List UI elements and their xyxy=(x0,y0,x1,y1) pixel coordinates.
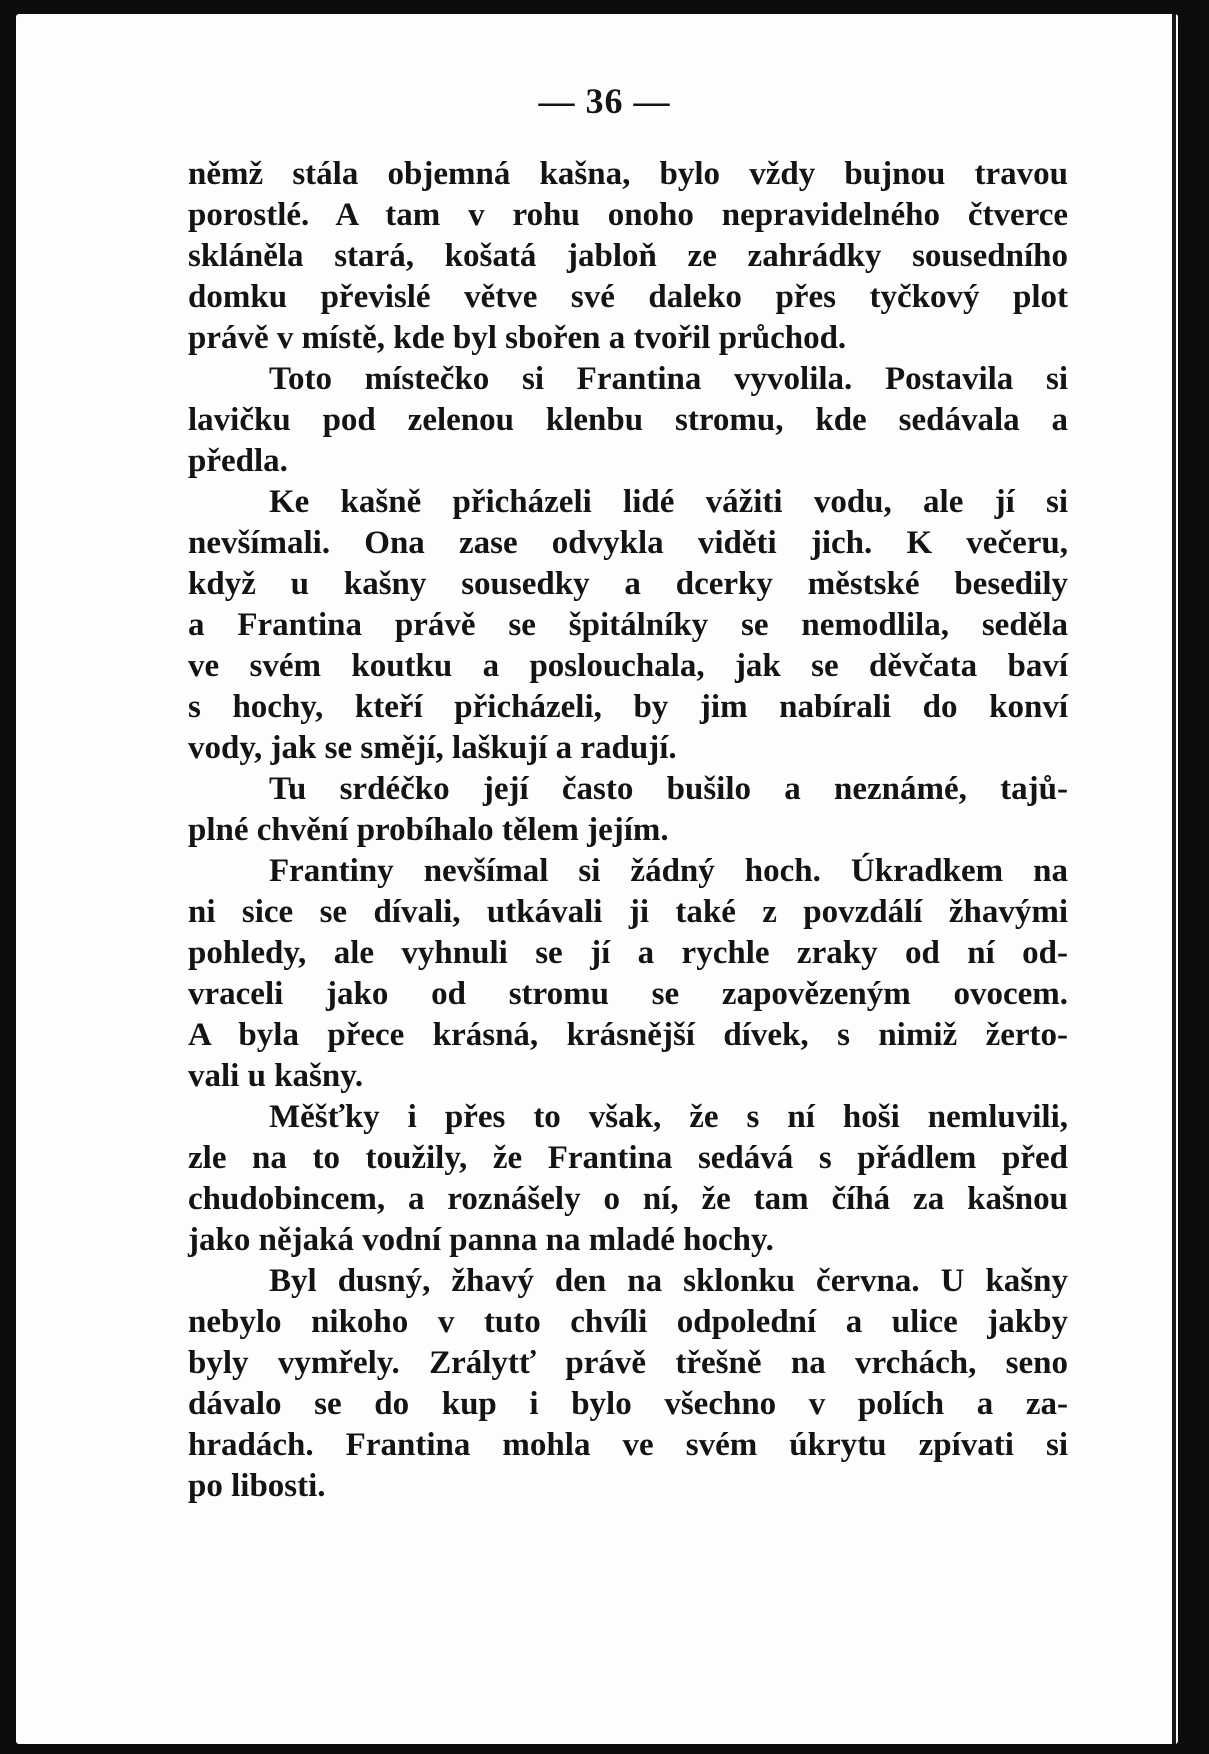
text-line: plné chvění probíhalo tělem jejím. xyxy=(188,812,669,848)
text-line: nevšímali. Ona zase odvykla viděti jich. K večeru, xyxy=(188,525,1068,561)
text-line: němž stála objemná kašna, bylo vždy bujnou travou xyxy=(188,156,1068,192)
page-edge-shadow xyxy=(1172,14,1176,1744)
text-line: předla. xyxy=(188,443,288,479)
text-line: vali u kašny. xyxy=(188,1058,364,1094)
text-line: lavičku pod zelenou klenbu stromu, kde sedávala a xyxy=(188,402,1068,438)
text-line: dávalo se do kup i bylo všechno v polích a za- xyxy=(188,1386,1068,1422)
body-text xyxy=(188,154,1068,1507)
text-line: vraceli jako od stromu se zapovězeným ovocem. xyxy=(188,976,1068,1012)
text-line: domku převislé větve své daleko přes tyčkový plot xyxy=(188,279,1068,315)
text-line: chudobincem, a roznášely o ní, že tam číhá za kašnou xyxy=(188,1181,1068,1217)
text-line: porostlé. A tam v rohu onoho nepravidelného čtverce xyxy=(188,197,1068,233)
text-line: jako nějaká vodní panna na mladé hochy. xyxy=(188,1222,774,1258)
text-line: nebylo nikoho v tuto chvíli odpolední a ulice jakby xyxy=(188,1304,1068,1340)
text-line: když u kašny sousedky a dcerky městské besedily xyxy=(188,566,1068,602)
text-line: Frantiny nevšímal si žádný hoch. Úkradkem na xyxy=(269,853,1068,889)
text-line: byly vymřely. Zrálytť právě třešně na vrchách, seno xyxy=(188,1345,1068,1381)
text-line: zle na to toužily, že Frantina sedává s přádlem před xyxy=(188,1140,1068,1176)
text-line: Toto místečko si Frantina vyvolila. Postavila si xyxy=(269,361,1068,397)
text-line: s hochy, kteří přicházeli, by jim nabírali do konví xyxy=(188,689,1068,725)
text-line: Tu srdéčko její často bušilo a neznámé, tajů- xyxy=(269,771,1068,807)
text-line: ve svém koutku a poslouchala, jak se děvčata baví xyxy=(188,648,1068,684)
text-line: ni sice se dívali, utkávali ji také z povzdálí žhavými xyxy=(188,894,1068,930)
text-line: Měšťky i přes to však, že s ní hoši nemluvili, xyxy=(269,1099,1068,1135)
text-line: právě v místě, kde byl sbořen a tvořil průchod. xyxy=(188,320,847,356)
text-line: pohledy, ale vyhnuli se jí a rychle zraky od ní od- xyxy=(188,935,1068,971)
text-line: a Frantina právě se špitálníky se nemodlila, seděla xyxy=(188,607,1068,643)
text-line: Ke kašně přicházeli lidé vážiti vodu, ale jí si xyxy=(269,484,1068,520)
text-line: A byla přece krásná, krásnější dívek, s nimiž žerto- xyxy=(188,1017,1068,1053)
text-line: skláněla stará, košatá jabloň ze zahrádky sousedního xyxy=(188,238,1068,274)
text-line: vody, jak se smějí, laškují a radují. xyxy=(188,730,677,766)
text-line: hradách. Frantina mohla ve svém úkrytu zpívati si xyxy=(188,1427,1068,1463)
text-line: Byl dusný, žhavý den na sklonku června. U kašny xyxy=(269,1263,1068,1299)
page-number: — 36 — xyxy=(538,81,671,121)
text-line: po libosti. xyxy=(188,1468,326,1504)
